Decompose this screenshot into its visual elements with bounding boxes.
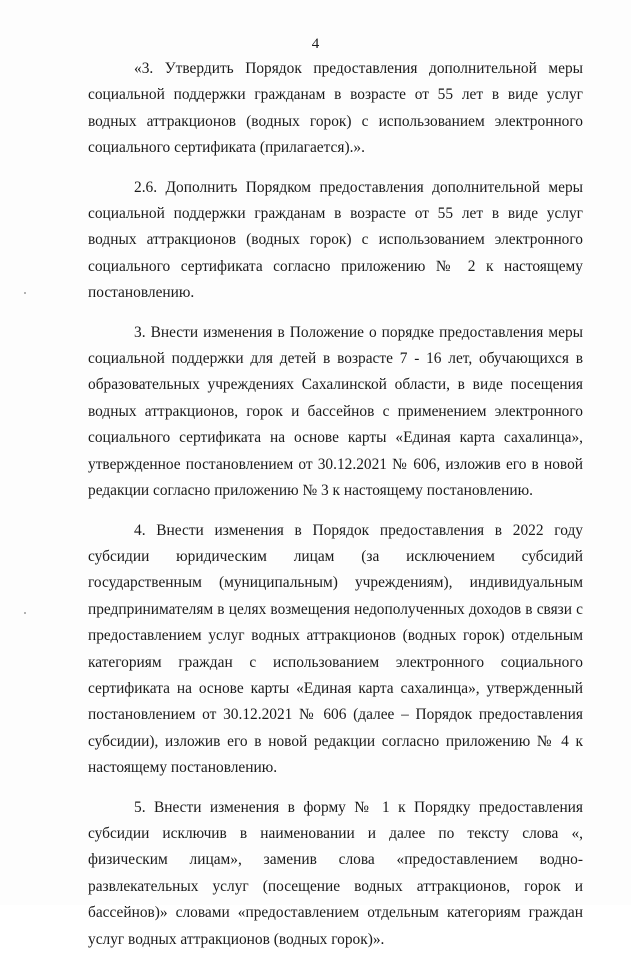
document-body xyxy=(88,56,583,966)
paragraph-clause-3-approve: «3. Утвердить Порядок предоставления дополнительной меры социальной поддержки гражданам в возрасте от 55 лет в виде услуг водных аттракционов (водных горок) с использованием электронного социального сертификата (прилагается).». xyxy=(88,60,583,157)
paragraph-clause-3-amend: 3. Внести изменения в Положение о порядке предоставления меры социальной поддержки для детей в возрасте 7 - 16 лет, обучающихся в образовательных учреждениях Сахалинской области, в виде посещения водных аттракционов, горок и бассейнов с применением электронного социального сертификата на основе карты «Единая карта сахалинца», утвержденное постановлением от 30.12.2021 № 606, изложив его в новой редакции согласно приложению № 3 к настоящему постановлению. xyxy=(88,323,583,500)
scan-artifact xyxy=(24,612,26,614)
scan-artifact xyxy=(24,292,26,294)
paragraph-clause-5: 5. Внести изменения в форму № 1 к Порядку предоставления субсидии исключив в наименовании и далее по тексту слова «, физическим лицам», заменив слова «предоставлением водно-развлекательных услуг (посещение водных аттракционов, горок и бассейнов)» словами «предоставлением отдельным категориям граждан услуг водных аттракционов (водных горок)». xyxy=(88,798,583,948)
paragraph-clause-2-6: 2.6. Дополнить Порядком предоставления дополнительной меры социальной поддержки гражданам в возрасте от 55 лет в виде услуг водных аттракционов (водных горок) с использованием электронного социального сертификата согласно приложению № 2 к настоящему постановлению. xyxy=(88,178,583,302)
page-number: 4 xyxy=(311,36,320,52)
paragraph-clause-4: 4. Внести изменения в Порядок предоставления в 2022 году субсидии юридическим лицам (за исключением субсидий государственным (муниципальным) учреждениям), индивидуальным предпринимателям в целях возмещения недополученных доходов в связи с предоставлением услуг водных аттракционов (водных горок) отдельным категориям граждан с использованием электронного социального сертификата на основе карты «Единая карта сахалинца», утвержденный постановлением от 30.12.2021 № 606 (далее – Порядок предоставления субсидии), изложив его в новой редакции согласно приложению № 4 к настоящему постановлению. xyxy=(88,521,583,777)
